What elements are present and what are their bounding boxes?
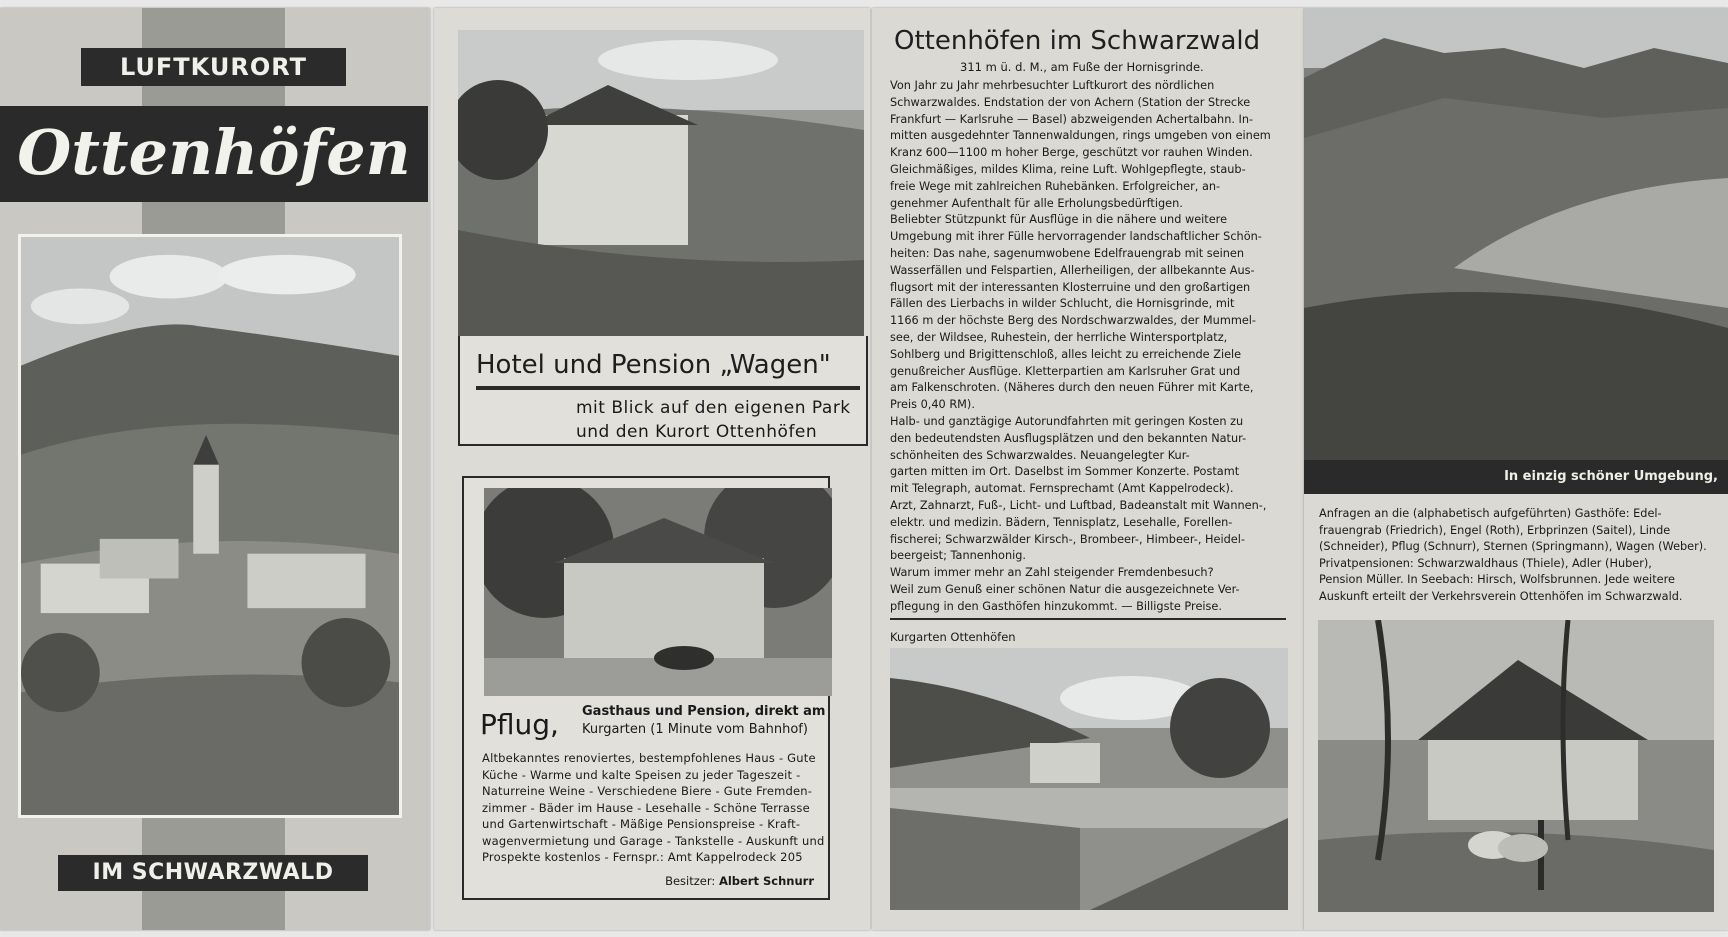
- cover-title: Ottenhöfen: [17, 116, 411, 189]
- hotel-wagen-title: Hotel und Pension „Wagen": [476, 350, 831, 380]
- body-line: Beliebter Stützpunkt für Ausflüge in die nähere und weitere: [890, 213, 1228, 227]
- owner-name: Albert Schnurr: [718, 874, 814, 888]
- addresses-text: [1319, 506, 1715, 606]
- pflug-name: Pflug,: [480, 708, 559, 741]
- body-line: heiten: Das nahe, sagenumwobene Edelfrauengrab mit seinen: [890, 246, 1245, 260]
- valley-photo: [1304, 8, 1728, 460]
- umgebung-banner: In einzig schöner Umgebung,: [1304, 460, 1728, 494]
- pflug-line: Altbekanntes renoviertes, bestempfohlenes Haus - Gute: [482, 751, 816, 765]
- main-subtitle: 311 m ü. d. M., am Fuße der Hornisgrinde.: [960, 60, 1204, 74]
- section-rule: [890, 618, 1286, 620]
- pflug-line: und Gartenwirtschaft - Mäßige Pensionspreise - Kraft-: [482, 817, 801, 831]
- body-line: beergeist; Tannenhonig.: [890, 549, 1027, 563]
- ads-panel: [434, 8, 870, 930]
- body-line: Arzt, Zahnarzt, Fuß-, Licht- und Luftbad, Badeanstalt mit Wannen-,: [890, 498, 1267, 512]
- body-line: garten mitten im Ort. Daselbst im Sommer Konzerte. Postamt: [890, 465, 1240, 479]
- pflug-description: [482, 750, 834, 866]
- body-line: schönheiten des Schwarzwaldes. Neuangelegter Kur-: [890, 448, 1190, 462]
- main-body: [890, 78, 1286, 616]
- addresses-line: Privatpensionen: Schwarzwaldhaus (Thiele), Adler (Huber),: [1319, 556, 1652, 570]
- addresses-line: Anfragen an die (alphabetisch aufgeführten) Gasthöfe: Edel-: [1319, 507, 1662, 520]
- body-line: Schwarzwaldes. Endstation der von Achern (Station der Strecke: [890, 95, 1251, 109]
- body-line: Weil zum Genuß einer schönen Natur die ausgezeichnete Ver-: [890, 582, 1240, 596]
- body-line: Warum immer mehr an Zahl steigender Fremdenbesuch?: [890, 566, 1214, 580]
- body-line: Frankfurt — Karlsruhe — Basel) abzweigenden Achertalbahn. In-: [890, 112, 1254, 126]
- addresses-line: Auskunft erteilt der Verkehrsverein Ottenhöfen im Schwarzwald.: [1319, 589, 1683, 603]
- body-line: Gleichmäßiges, mildes Klima, reine Luft. Wohlgepflegte, staub-: [890, 162, 1246, 176]
- body-line: genehmer Aufenthalt für alle Erholungsbedürftigen.: [890, 196, 1183, 210]
- pflug-owner: [665, 874, 814, 888]
- body-line: Preis 0,40 RM).: [890, 398, 975, 412]
- hotel-wagen-box: [458, 336, 868, 446]
- body-line: pflegung in den Gasthöfen hinzukommt. — Billigste Preise.: [890, 599, 1222, 613]
- body-line: flugsort mit der interessanten Klosterruine und den großartigen: [890, 280, 1251, 294]
- pflug-line: zimmer - Bäder im Hause - Lesehalle - Schöne Terrasse: [482, 800, 810, 815]
- body-line: genußreicher Ausflüge. Kletterpartien am Karlsruher Grat und: [890, 364, 1241, 378]
- kurgarten-photo: [890, 648, 1288, 910]
- body-line: Von Jahr zu Jahr mehrbesuchter Luftkurort des nördlichen: [890, 79, 1215, 92]
- village-photo: [18, 234, 402, 818]
- body-line: fischerei; Schwarzwälder Kirsch-, Brombeer-, Himbeer-, Heidel-: [890, 532, 1245, 546]
- pflug-photo: [484, 488, 832, 696]
- owner-label: Besitzer:: [665, 874, 716, 888]
- cover-tag: LUFTKURORT: [81, 48, 346, 86]
- body-line: 1166 m der höchste Berg des Nordschwarzwaldes, der Mummel-: [890, 314, 1256, 328]
- addresses-line: (Schneider), Pflug (Schnurr), Sternen (Springmann), Wagen (Weber).: [1319, 540, 1707, 554]
- pflug-heading-1: Gasthaus und Pension, direkt am: [582, 704, 826, 719]
- body-line: mit Telegraph, automat. Fernsprechamt (Amt Kappelrodeck).: [890, 482, 1234, 496]
- hotel-wagen-line2: und den Kurort Ottenhöfen: [576, 422, 818, 442]
- pflug-heading-2: Kurgarten (1 Minute vom Bahnhof): [582, 722, 808, 737]
- body-line: see, der Wildsee, Ruhestein, der herrliche Wintersportplatz,: [890, 330, 1228, 344]
- body-line: den bedeutendsten Ausflugsplätzen und den bekannten Natur-: [890, 431, 1247, 445]
- body-line: Kranz 600—1100 m hoher Berge, geschützt vor rauhen Winden.: [890, 146, 1253, 160]
- cover-panel: [0, 8, 430, 930]
- main-headline: Ottenhöfen im Schwarzwald: [894, 26, 1261, 56]
- body-line: mitten ausgedehnter Tannenwaldungen, rings umgeben von einem: [890, 129, 1271, 143]
- body-line: Halb- und ganztägige Autorundfahrten mit geringen Kosten zu: [890, 414, 1244, 428]
- cover-bottom-tag: IM SCHWARZWALD: [58, 855, 368, 891]
- body-line: freie Wege mit zahlreichen Ruhebänken. Erfolgreicher, an-: [890, 179, 1221, 193]
- body-line: Sohlberg und Brigittenschloß, alles leicht zu erreichende Ziele: [890, 347, 1242, 361]
- pflug-line: Prospekte kostenlos - Fernspr.: Amt Kappelrodeck 205: [482, 850, 803, 864]
- hotel-wagen-photo: [458, 30, 864, 336]
- kurgarten-caption: Kurgarten Ottenhöfen: [890, 630, 1016, 644]
- info-panel: [872, 8, 1304, 930]
- hotel-wagen-rule: [476, 386, 860, 390]
- hotel-wagen-line1: mit Blick auf den eigenen Park: [576, 398, 851, 418]
- body-line: Wasserfällen und Felspartien, Allerheiligen, der allbekannte Aus-: [890, 263, 1255, 277]
- landscape-panel: [1304, 8, 1728, 930]
- body-line: Umgebung mit ihrer Fülle hervorragender landschaftlicher Schön-: [890, 230, 1262, 244]
- body-line: am Falkenschroten. (Näheres durch den neuen Führer mit Karte,: [890, 381, 1254, 395]
- pflug-box: [462, 476, 830, 900]
- addresses-line: frauengrab (Friedrich), Engel (Roth), Erbprinzen (Saitel), Linde: [1319, 523, 1671, 537]
- body-line: elektr. und medizin. Bädern, Tennisplatz, Lesehalle, Forellen-: [890, 515, 1233, 529]
- pflug-line: Küche - Warme und kalte Speisen zu jeder Tageszeit -: [482, 767, 801, 782]
- pflug-line: wagenvermietung und Garage - Tankstelle - Auskunft und: [482, 833, 825, 848]
- pflug-line: Naturreine Weine - Verschiedene Biere - Gute Fremden-: [482, 784, 813, 798]
- addresses-line: Pension Müller. In Seebach: Hirsch, Wolfsbrunnen. Jede weitere: [1319, 573, 1675, 587]
- farmhouse-photo: [1318, 620, 1714, 912]
- body-line: Fällen des Lierbachs in wilder Schlucht, die Hornisgrinde, mit: [890, 297, 1235, 311]
